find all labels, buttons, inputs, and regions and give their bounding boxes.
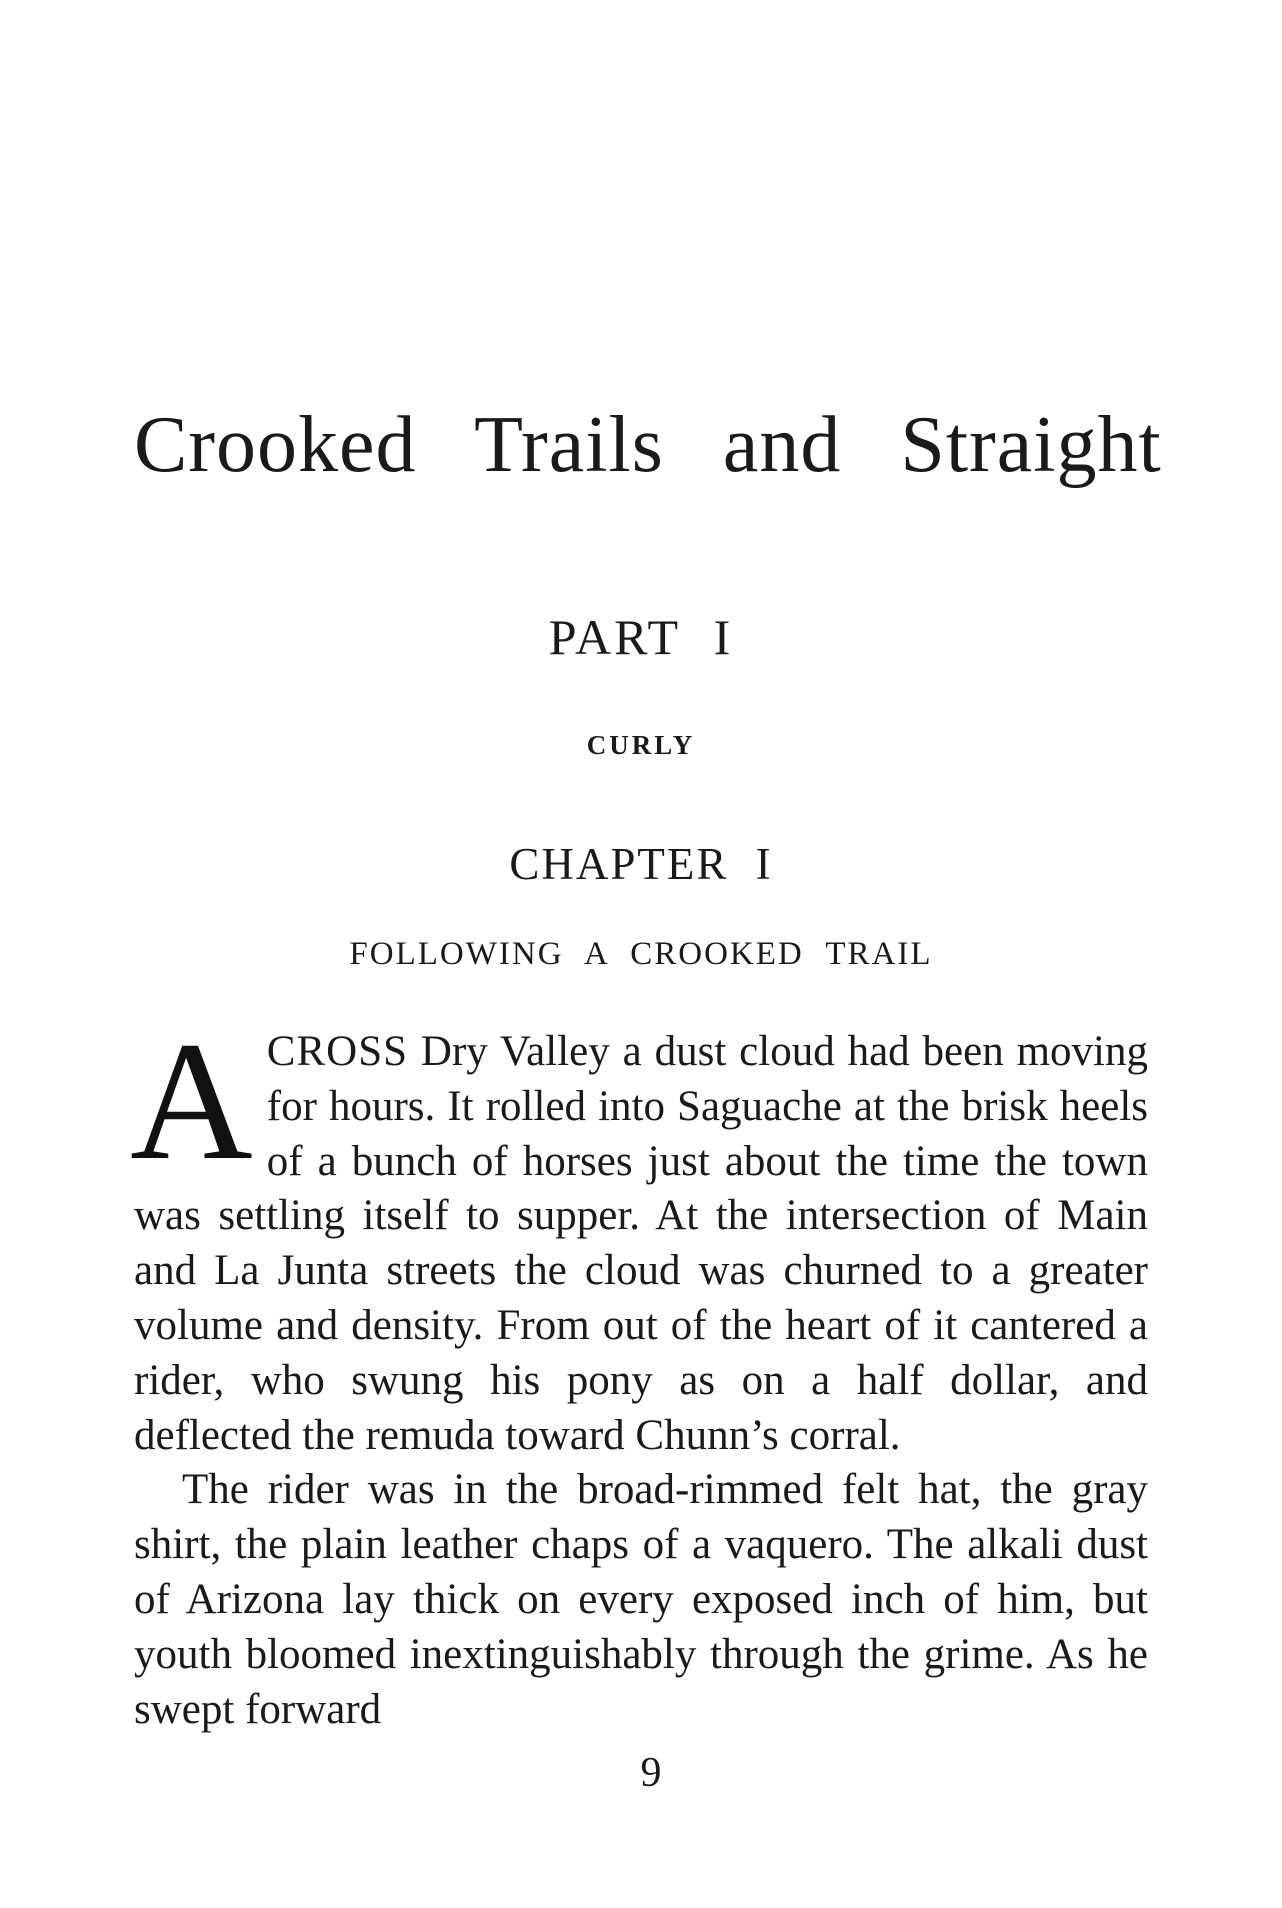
part-subtitle: CURLY [586,730,696,760]
paragraph-2 [134,1463,1148,1737]
book-title: Crooked Trails and Straight [134,401,1162,489]
paragraph-1-lead: CROSS [266,1028,409,1075]
page-number: 9 [640,1750,662,1796]
paragraph-1 [130,1007,1148,1463]
chapter-heading: CHAPTER I [509,839,773,889]
paragraph-2-text: The rider was in the broad-rimmed felt hat, the gray shirt, the plain leather chaps of a vaquero. The alkali dust of Arizona lay thick on every exposed inch of him, but youth bloomed inextinguishably through the grime. As he swept forward [134,1466,1148,1733]
chapter-title: FOLLOWING A CROOKED TRAIL [349,936,933,972]
paragraph-1-text: Dry Valley a dust cloud had been moving for hours. It rolled into Saguache at the brisk heels of a bunch of horses just about the time the town was settling itself to supper. At the intersection of Main and La Junta streets the cloud was churned to a greater volume and density. From out of the heart of it cantered a rider, who swung his pony as on a half dollar, and deflected the remuda toward Chunn’s corral. [134,1028,1148,1459]
part-heading: PART I [548,609,734,665]
body-text [130,1007,1148,1737]
drop-cap: A [130,1007,253,1195]
